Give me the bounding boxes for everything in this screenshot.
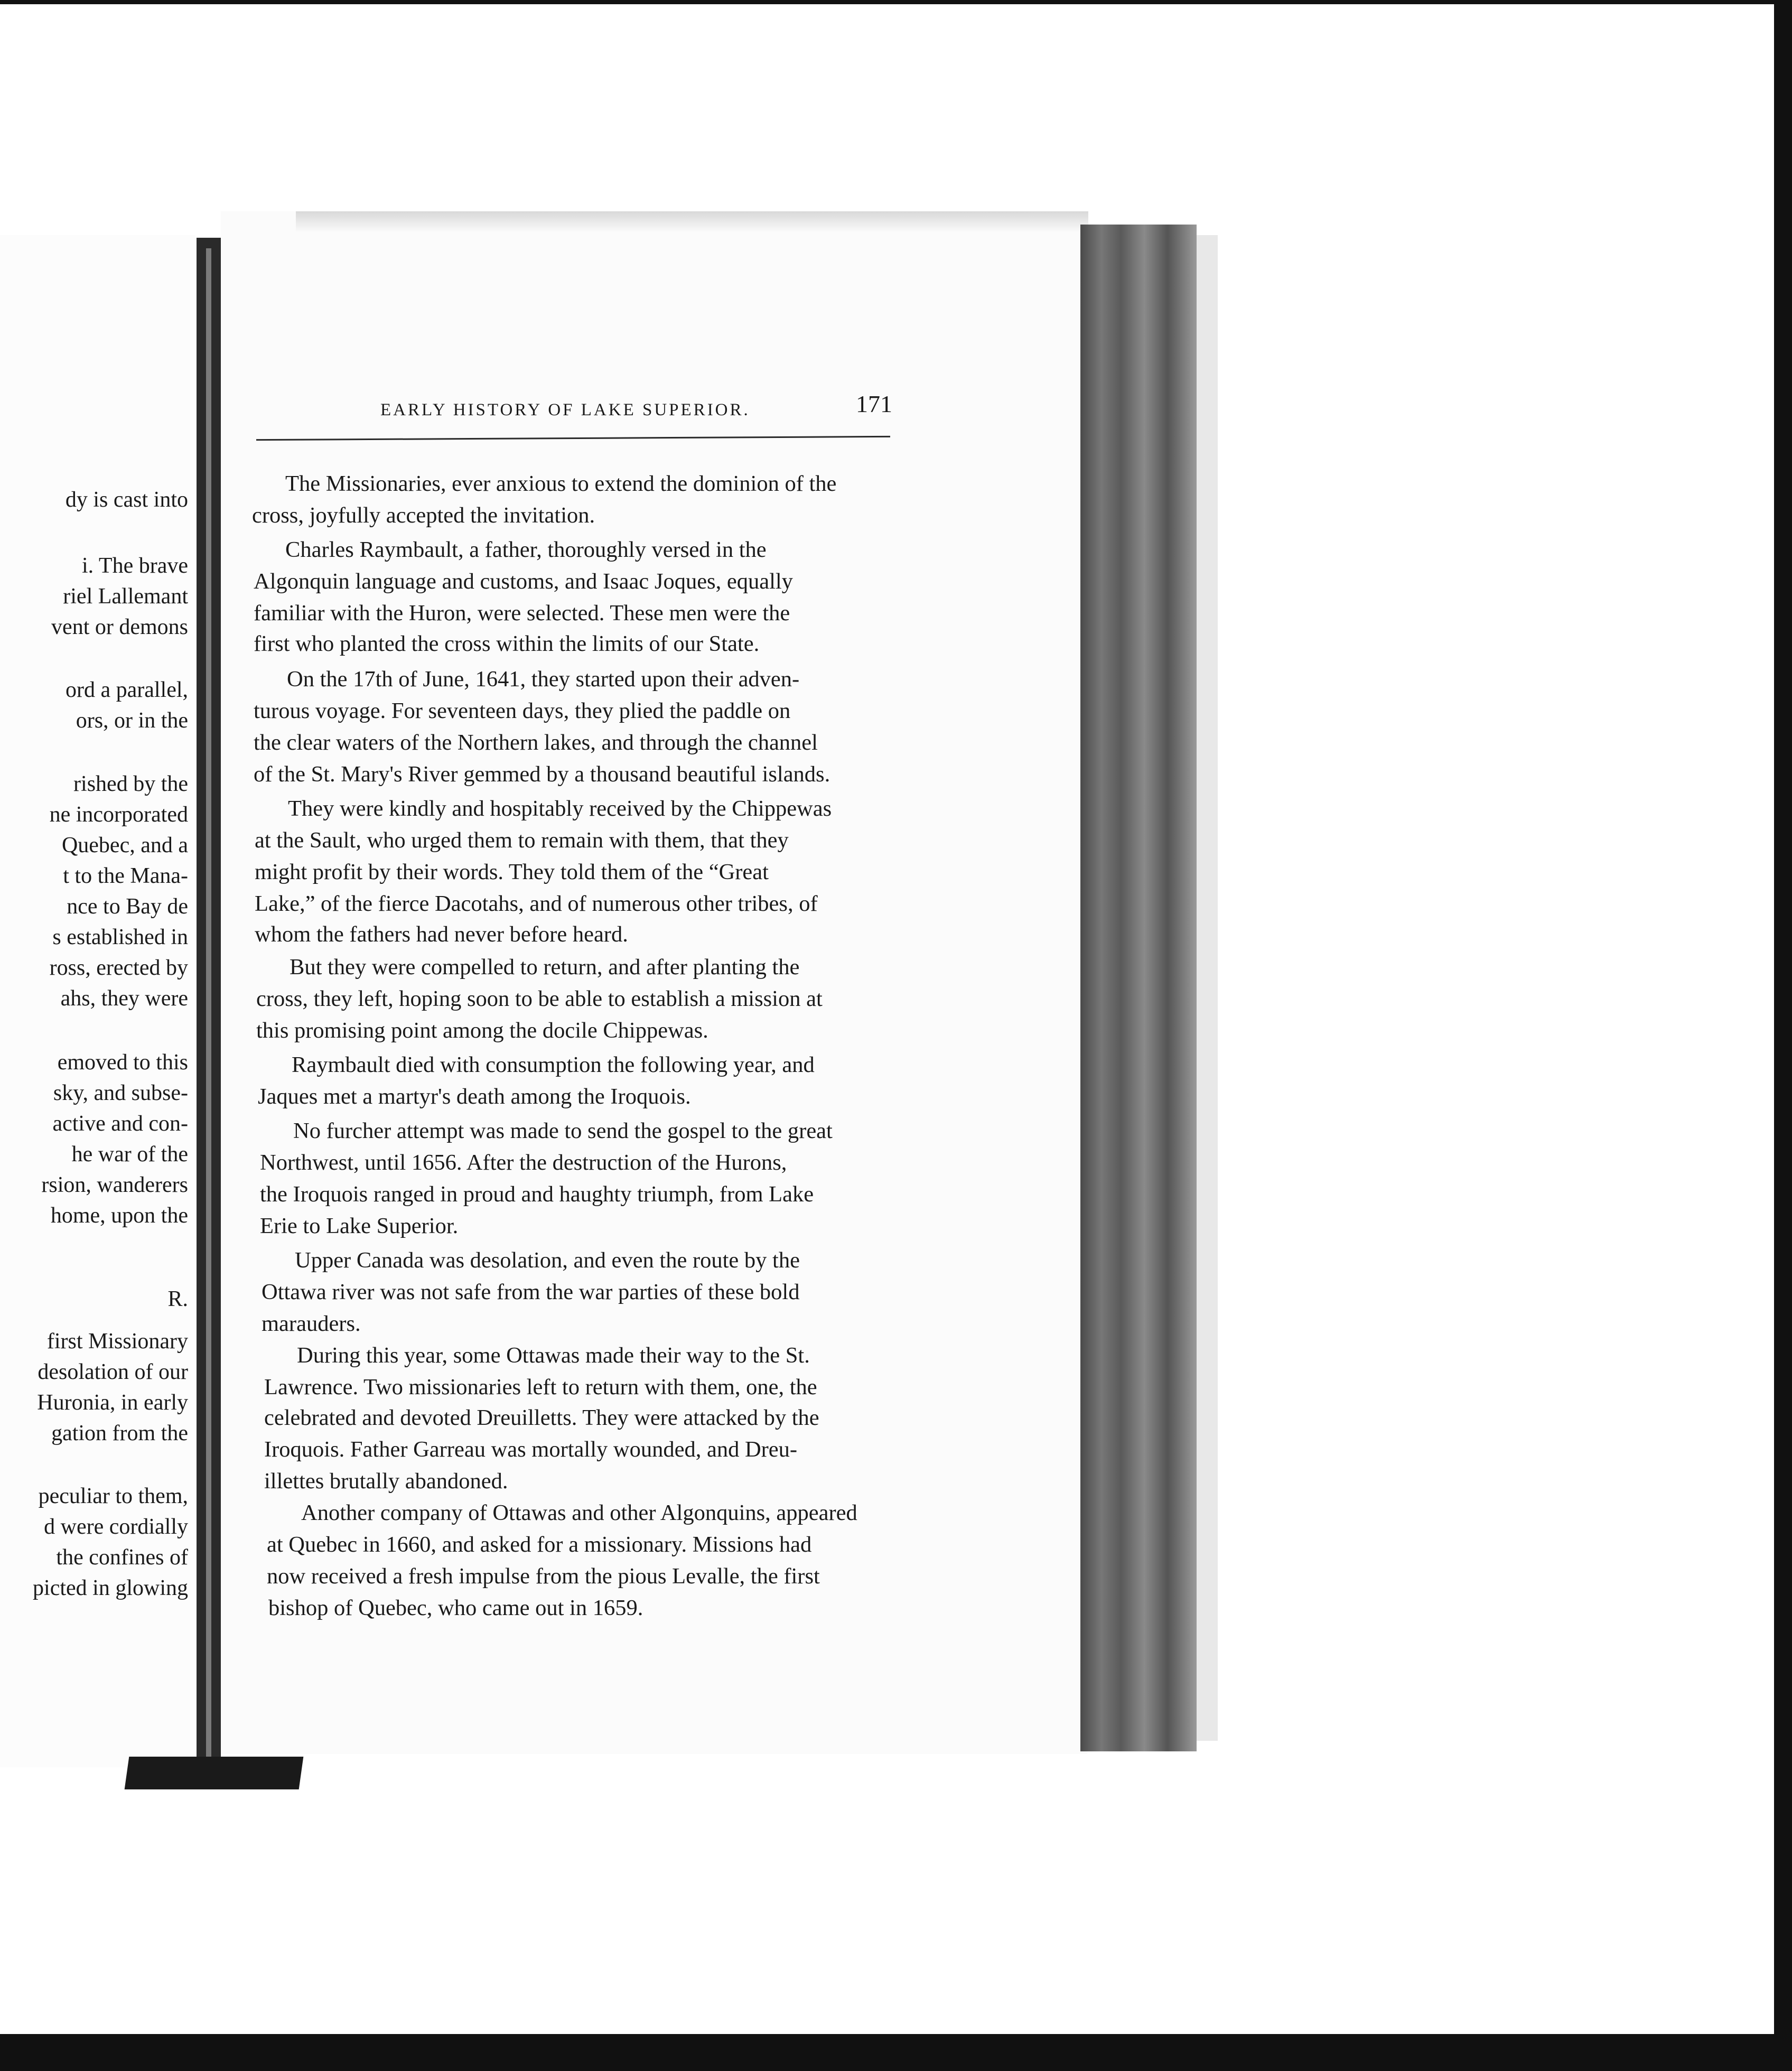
page-top-shadow	[296, 211, 1088, 232]
text-line: bishop of Quebec, who came out in 1659.	[268, 1596, 643, 1620]
text-line: Erie to Lake Superior.	[260, 1214, 459, 1238]
running-title: EARLY HISTORY OF LAKE SUPERIOR.	[380, 400, 750, 419]
text-line: They were kindly and hospitably received by the Chippewas	[288, 796, 832, 821]
left-page-line: R.	[167, 1287, 188, 1311]
left-page-line: nce to Bay de	[67, 894, 188, 919]
text-line: Raymbault died with consumption the following year, and	[292, 1052, 815, 1077]
text-line: Iroquois. Father Garreau was mortally wounded, and Dreu-	[264, 1437, 798, 1462]
text-line: Northwest, until 1656. After the destruction of the Hurons,	[260, 1150, 787, 1175]
left-page-line: peculiar to them,	[38, 1484, 188, 1508]
left-page-line: active and con-	[52, 1112, 188, 1136]
text-line: marauders.	[262, 1311, 361, 1336]
left-page-line: rsion, wanderers	[41, 1173, 188, 1197]
left-page-line: ross, erected by	[49, 956, 188, 980]
left-page-line: ne incorporated	[49, 803, 188, 827]
text-line: the Iroquois ranged in proud and haughty triumph, from Lake	[260, 1182, 814, 1207]
text-line: might profit by their words. They told them of the “Great	[255, 860, 769, 884]
text-line: turous voyage. For seventeen days, they plied the paddle on	[254, 698, 791, 723]
left-page	[0, 235, 195, 1767]
left-page-line: s established in	[52, 925, 188, 949]
page-block-outer-edge	[1197, 235, 1218, 1741]
text-line: Lawrence. Two missionaries left to return with them, one, the	[264, 1375, 817, 1400]
left-page-line: gation from the	[51, 1421, 188, 1445]
text-line: familiar with the Huron, were selected. These men were the	[254, 601, 790, 626]
left-page-line: home, upon the	[50, 1204, 188, 1228]
text-line: at the Sault, who urged them to remain with them, that they	[255, 828, 789, 853]
text-line: But they were compelled to return, and after planting the	[290, 955, 800, 979]
text-line: The Missionaries, ever anxious to extend the dominion of the	[285, 471, 837, 496]
book-spine-foot	[125, 1757, 304, 1789]
text-line: During this year, some Ottawas made their way to the St.	[297, 1343, 810, 1368]
text-line: cross, they left, hoping soon to be able to establish a mission at	[256, 986, 823, 1011]
text-line: whom the fathers had never before heard.	[255, 922, 628, 947]
left-page-line: ahs, they were	[60, 986, 188, 1011]
left-page-line: t to the Mana-	[63, 864, 188, 888]
left-page-line: the confines of	[56, 1545, 188, 1570]
text-line: this promising point among the docile Chippewas.	[256, 1018, 708, 1043]
left-page-line: Huronia, in early	[37, 1391, 188, 1415]
scan-border-top	[0, 0, 1792, 4]
left-page-line: i. The brave	[82, 554, 188, 578]
left-page-line: sky, and subse-	[53, 1081, 188, 1105]
left-page-line: emoved to this	[57, 1050, 188, 1075]
text-line: Algonquin language and customs, and Isaac Joques, equally	[254, 569, 793, 594]
text-line: illettes brutally abandoned.	[264, 1469, 508, 1494]
left-page-line: desolation of our	[38, 1360, 188, 1384]
left-page-line: d were cordially	[44, 1515, 188, 1539]
text-line: first who planted the cross within the limits of our State.	[254, 631, 760, 656]
scan-border-bottom	[0, 2034, 1792, 2071]
text-line: now received a fresh impulse from the pious Levalle, the first	[267, 1564, 820, 1589]
text-line: Jaques met a martyr's death among the Iroquois.	[258, 1084, 691, 1109]
text-line: No furcher attempt was made to send the gospel to the great	[293, 1118, 833, 1143]
text-line: Upper Canada was desolation, and even the route by the	[295, 1248, 800, 1273]
left-page-line: riel Lallemant	[63, 584, 188, 609]
scan-border-right	[1774, 0, 1792, 2071]
text-line: Lake,” of the fierce Dacotahs, and of numerous other tribes, of	[255, 891, 818, 916]
text-line: Another company of Ottawas and other Algonquins, appeared	[301, 1500, 857, 1525]
book-spine-highlight	[206, 248, 211, 1759]
left-page-line: he war of the	[71, 1142, 188, 1167]
left-page-line: first Missionary	[46, 1329, 188, 1354]
text-line: of the St. Mary's River gemmed by a thousand beautiful islands.	[254, 762, 830, 787]
left-page-line: rished by the	[73, 772, 188, 796]
text-line: celebrated and devoted Dreuilletts. They were attacked by the	[264, 1405, 819, 1430]
left-page-line: vent or demons	[51, 615, 188, 639]
text-line: the clear waters of the Northern lakes, and through the channel	[254, 730, 818, 755]
text-line: Charles Raymbault, a father, thoroughly versed in the	[285, 537, 767, 562]
text-line: at Quebec in 1660, and asked for a missionary. Missions had	[267, 1532, 812, 1557]
left-page-line: picted in glowing	[33, 1576, 188, 1600]
left-page-line: ord a parallel,	[65, 678, 188, 702]
left-page-line: Quebec, and a	[61, 833, 188, 857]
text-line: Ottawa river was not safe from the war parties of these bold	[262, 1280, 800, 1304]
text-line: cross, joyfully accepted the invitation.	[252, 503, 595, 528]
text-line: On the 17th of June, 1641, they started upon their adven-	[287, 667, 800, 692]
left-page-line: ors, or in the	[76, 708, 188, 733]
left-page-line: dy is cast into	[65, 488, 188, 512]
page-number: 171	[856, 390, 892, 417]
page-block-edge	[1080, 225, 1197, 1751]
